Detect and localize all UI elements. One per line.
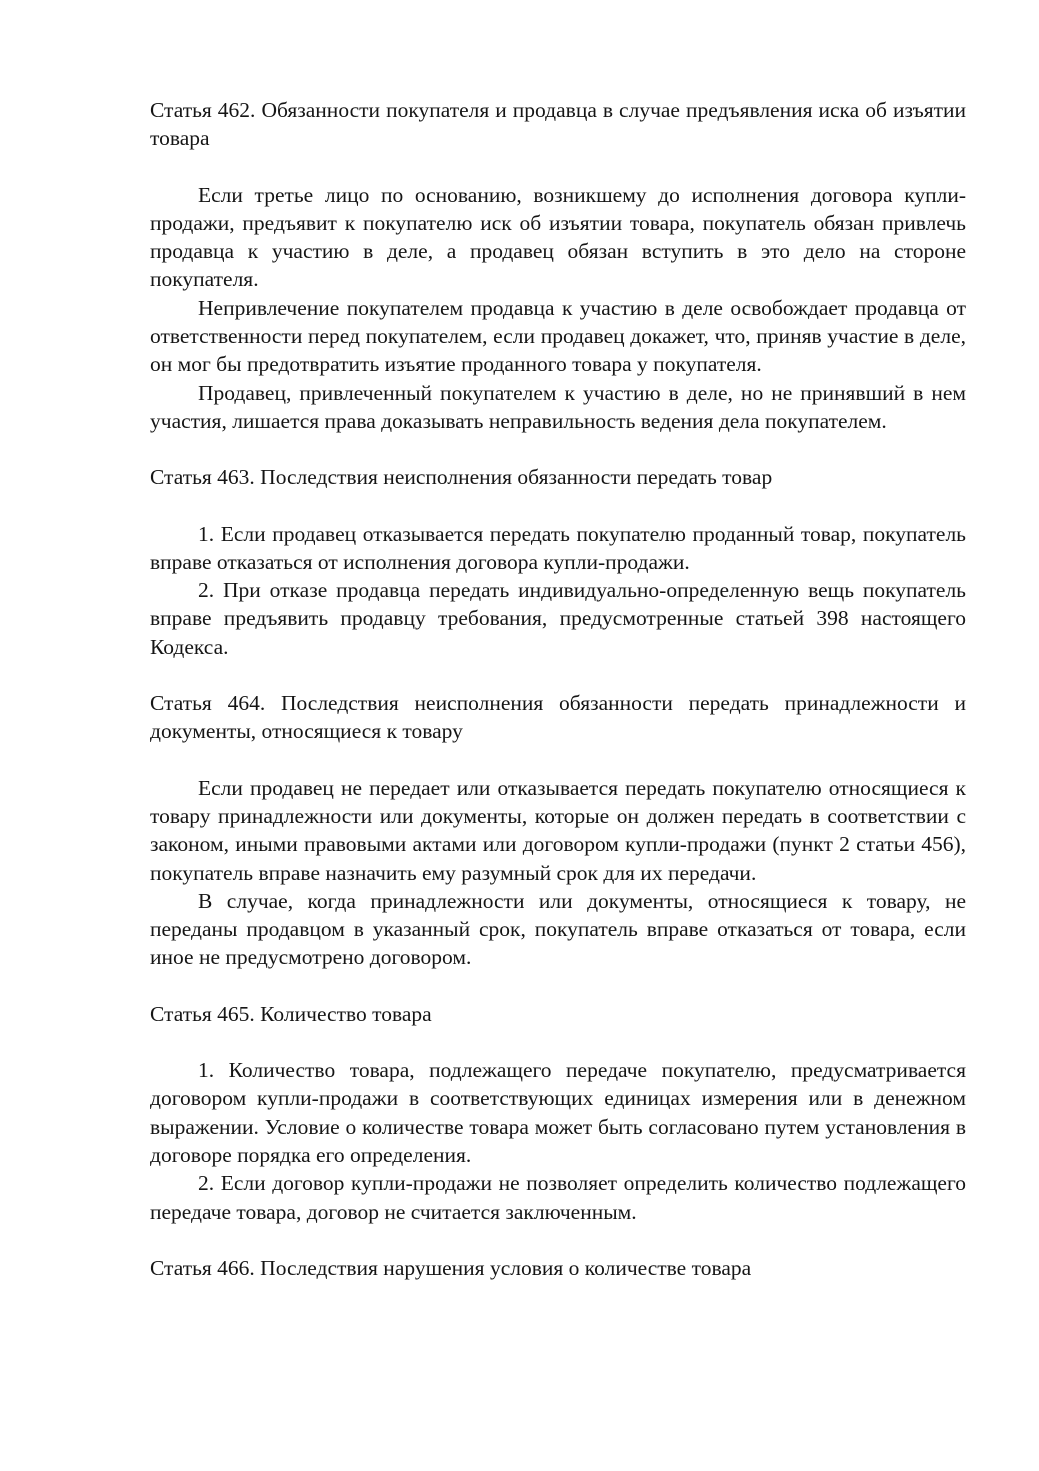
article-463-heading: Статья 463. Последствия неисполнения обязанности передать товар xyxy=(150,465,773,490)
article-464-paragraph-2: В случае, когда принадлежности или документы, относящиеся к товару, не переданы продавцом в указанный срок, покупатель вправе отказаться от товара, если иное не предусмотрено договором. xyxy=(150,888,966,970)
article-462-heading: Статья 462. Обязанности покупателя и продавца в случае предъявления иска об изъятии товара xyxy=(150,98,966,151)
article-462-paragraph-3: Продавец, привлеченный покупателем к участию в деле, но не принявший в нем участия, лишается права доказывать неправильность ведения дела покупателем. xyxy=(150,380,966,433)
article-464-paragraph-1: Если продавец не передает или отказывается передать покупателю относящиеся к товару принадлежности или документы, которые он должен передать в соответствии с законом, иными правовыми актами или договором купли-продажи (пункт 2 статьи 456), покупатель вправе назначить ему разумный срок для их передачи. xyxy=(150,775,966,885)
article-465-paragraph-1: 1. Количество товара, подлежащего передаче покупателю, предусматривается договором купли-продажи в соответствующих единицах измерения или в денежном выражении. Условие о количестве товара может быть согласовано путем установления в договоре порядка его определения. xyxy=(150,1058,966,1167)
article-464-heading: Статья 464. Последствия неисполнения обязанности передать принадлежности и документы, относящиеся к товару xyxy=(150,691,966,744)
article-466-heading: Статья 466. Последствия нарушения условия о количестве товара xyxy=(150,1255,752,1280)
document-page xyxy=(150,96,966,1282)
article-463-paragraph-2: 2. При отказе продавца передать индивидуально-определенную вещь покупатель вправе предъявить продавцу требования, предусмотренные статьей 398 настоящего Кодекса. xyxy=(150,578,966,659)
article-465-heading: Статья 465. Количество товара xyxy=(150,1001,432,1026)
article-462-paragraph-2: Непривлечение покупателем продавца к участию в деле освобождает продавца от ответственности перед покупателем, если продавец докажет, что, приняв участие в деле, он мог бы предотвратить изъятие проданного товара у покупателя. xyxy=(150,295,966,377)
article-465-paragraph-2: 2. Если договор купли-продажи не позволяет определить количество подлежащего передаче товара, договор не считается заключенным. xyxy=(150,1171,966,1224)
article-463-paragraph-1: 1. Если продавец отказывается передать покупателю проданный товар, покупатель вправе отказаться от исполнения договора купли-продажи. xyxy=(150,521,966,574)
article-462-paragraph-1: Если третье лицо по основанию, возникшему до исполнения договора купли-продажи, предъявит к покупателю иск об изъятии товара, покупатель обязан привлечь продавца к участию в деле, а продавец обязан вступить в это дело на стороне покупателя. xyxy=(150,182,966,292)
